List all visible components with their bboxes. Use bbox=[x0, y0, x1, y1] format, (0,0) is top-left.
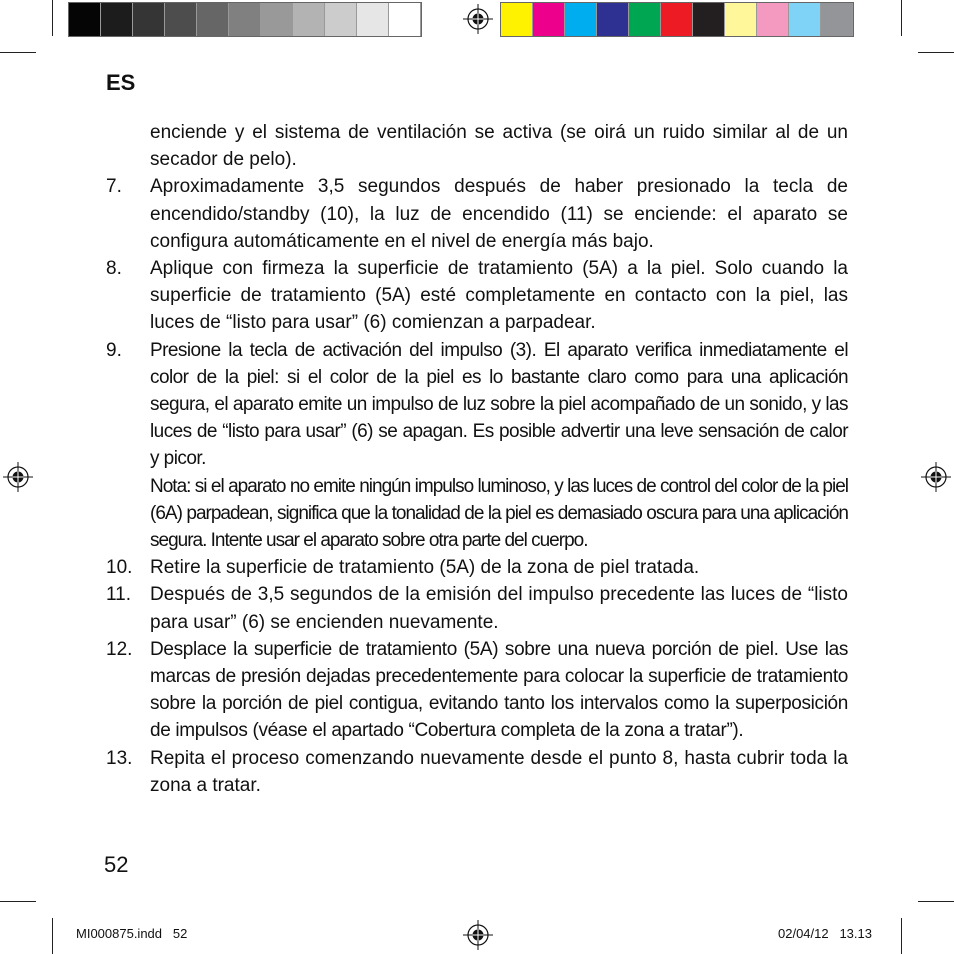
crop-mark-bottom-right-h bbox=[918, 901, 954, 902]
crop-mark-top-left-h bbox=[0, 52, 36, 53]
gray-swatch bbox=[165, 3, 197, 36]
color-swatch bbox=[597, 3, 629, 36]
list-item-12 bbox=[106, 636, 848, 745]
list-text: Repita el proceso comenzando nuevamente desde el punto 8, hasta cubrir toda la zona a tratar. bbox=[150, 747, 848, 796]
gray-swatch bbox=[293, 3, 325, 36]
list-number: 7. bbox=[106, 176, 122, 198]
list-number: 11. bbox=[106, 584, 132, 606]
gray-swatch bbox=[229, 3, 261, 36]
crop-mark-top-left-v bbox=[52, 0, 53, 36]
list-item-7 bbox=[106, 173, 848, 255]
list-item-13 bbox=[106, 745, 848, 799]
crop-mark-bottom-right-v bbox=[901, 918, 902, 954]
gray-swatch bbox=[261, 3, 293, 36]
language-heading: ES bbox=[106, 70, 136, 95]
gray-swatch bbox=[197, 3, 229, 36]
registration-mark-left-icon bbox=[3, 462, 33, 492]
crop-mark-top-right-h bbox=[918, 52, 954, 53]
color-swatch bbox=[533, 3, 565, 36]
gray-swatch bbox=[389, 3, 421, 36]
list-item-9 bbox=[106, 337, 848, 473]
intro-continuation: enciende y el sistema de ventilación se activa (se oirá un ruido similar al de un secador de pelo). bbox=[150, 122, 848, 171]
list-number: 10. bbox=[106, 557, 133, 579]
gray-swatch bbox=[357, 3, 389, 36]
process-color-bar bbox=[500, 2, 854, 37]
color-swatch bbox=[725, 3, 757, 36]
list-text: Presione la tecla de activación del impulso (3). El aparato verifica inmediatamente el color de la piel: si el color de la piel es lo bastante claro como para una aplicación segura, el aparato emite un impulso de luz sobre la piel acompañado de un sonido, y las luces de “listo para usar” (6) se apagan. Es posible advertir una leve sensación de calor y picor. bbox=[150, 339, 848, 470]
list-item-10 bbox=[106, 554, 848, 581]
list-number: 13. bbox=[106, 747, 133, 769]
color-swatch bbox=[661, 3, 693, 36]
color-swatch bbox=[789, 3, 821, 36]
gray-swatch bbox=[69, 3, 101, 36]
crop-mark-bottom-left-h bbox=[0, 901, 36, 902]
crop-mark-bottom-left-v bbox=[52, 918, 53, 954]
registration-mark-right-icon bbox=[921, 462, 951, 492]
color-swatch bbox=[693, 3, 725, 36]
note-paragraph: Nota: si el aparato no emite ningún impulso luminoso, y las luces de control del color de la piel (6A) parpadean, significa que la tonalidad de la piel es demasiado oscura para una aplicación segura. Intente usar el aparato sobre otra parte del cuerpo. bbox=[150, 475, 848, 552]
color-swatch bbox=[565, 3, 597, 36]
color-swatch bbox=[501, 3, 533, 36]
registration-mark-top-icon bbox=[463, 4, 493, 34]
gray-swatch bbox=[101, 3, 133, 36]
list-text: Aplique con firmeza la superficie de tratamiento (5A) a la piel. Solo cuando la superficie de tratamiento (5A) esté completamente en contacto con la piel, las luces de “listo para usar” (6) comienzan a parpadear. bbox=[150, 258, 848, 334]
grayscale-color-bar bbox=[68, 2, 422, 37]
list-number: 8. bbox=[106, 258, 122, 280]
color-swatch bbox=[629, 3, 661, 36]
list-item-11 bbox=[106, 581, 848, 635]
list-text: Desplace la superficie de tratamiento (5A) sobre una nueva porción de piel. Use las marcas de presión dejadas precedentemente para colocar la superficie de tratamiento sobre la porción de piel contigua, evitando tanto los intervalos como la superposición de impulsos (véase el apartado “Cobertura completa de la zona a tratar”). bbox=[150, 638, 848, 742]
file-slug: MI000875.indd 52 bbox=[76, 926, 188, 941]
list-number: 9. bbox=[106, 339, 122, 361]
list-item-8 bbox=[106, 255, 848, 337]
crop-mark-top-right-v bbox=[901, 0, 902, 36]
list-text: Retire la superficie de tratamiento (5A) de la zona de piel tratada. bbox=[150, 557, 700, 579]
list-text: Aproximadamente 3,5 segundos después de haber presionado la tecla de encendido/standby (10), la luz de encendido (11) se enciende: el aparato se configura automáticamente en el nivel de energía más bajo. bbox=[150, 176, 848, 252]
gray-swatch bbox=[325, 3, 357, 36]
list-number: 12. bbox=[106, 638, 133, 660]
gray-swatch bbox=[133, 3, 165, 36]
page-number: 52 bbox=[104, 852, 129, 877]
date-slug: 02/04/12 13.13 bbox=[778, 926, 872, 941]
color-swatch bbox=[757, 3, 789, 36]
instructions-body bbox=[106, 119, 848, 799]
list-text: Después de 3,5 segundos de la emisión del impulso precedente las luces de “listo para usar” (6) se encienden nuevamente. bbox=[150, 584, 848, 633]
registration-mark-bottom-icon bbox=[463, 920, 493, 950]
color-swatch bbox=[821, 3, 853, 36]
